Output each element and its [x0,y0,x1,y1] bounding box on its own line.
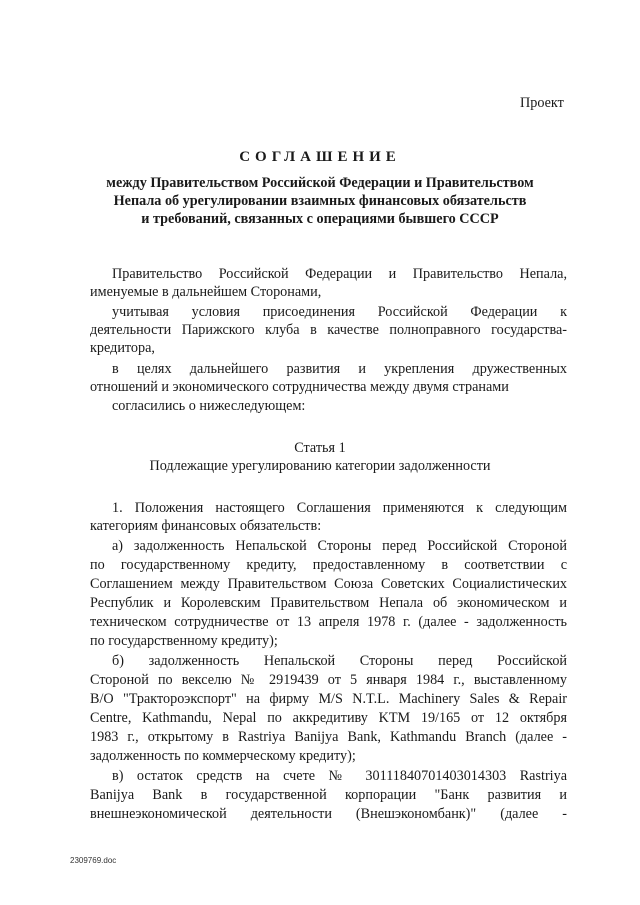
document-subtitle-line-1: между Правительством Российской Федерации и Правительством [106,175,534,191]
draft-status-label: Проект [520,95,564,111]
item-b-line-1: б) задолженность Непальской Стороны перед Российской [112,653,567,669]
item-a-line-5: техническом сотрудничестве от 13 апреля 1978 г. (далее - задолженность [90,614,567,630]
item-b-line-4: Centre, Kathmandu, Nepal по аккредитиву KTM 19/165 от 12 октября [90,710,567,726]
preamble-p1-line-1: Правительство Российской Федерации и Правительство Непала, [112,266,567,282]
article-heading: Подлежащие урегулированию категории задолженности [149,458,491,474]
item-a-line-4: Республик и Королевским Правительством Непала об экономическом и [90,595,567,611]
item-b-line-2: Стороной по векселю № 2919439 от 5 января 1984 г., выставленному [90,672,567,688]
document-title: СОГЛАШЕНИЕ [239,149,401,165]
preamble-p3-line-2: отношений и экономического сотрудничества между двумя странами [90,379,509,395]
preamble-p1-line-2: именуемые в дальнейшем Сторонами, [90,284,322,300]
item-b-line-6: задолженность по коммерческому кредиту); [90,748,356,764]
clause1-line-2: категориям финансовых обязательств: [90,518,322,534]
item-b-line-5: 1983 г., открытому в Rastriya Banijya Bank, Kathmandu Branch (далее - [90,729,567,745]
preamble-p2-line-3: кредитора, [90,340,155,356]
item-a-line-2: по государственному кредиту, предоставленному в соответствии с [90,557,567,573]
item-c-line-3: внешнеэкономической деятельности (Внешэкономбанк)" (далее - [90,806,567,822]
preamble-p3-line-1: в целях дальнейшего развития и укрепления дружественных [112,361,567,377]
item-a-line-3: Соглашением между Правительством Союза Советских Социалистических [90,576,567,592]
item-c-line-1: в) остаток средств на счете № 30111840701403014303 Rastriya [112,768,567,784]
article-number: Статья 1 [294,440,346,456]
item-b-line-3: В/О "Тракторoэкспорт" на фирму M/S N.T.L. Machinery Sales & Repair [90,691,567,707]
preamble-p2-line-2: деятельности Парижского клуба в качестве полноправного государства- [90,322,567,338]
item-c-line-2: Banijya Bank в государственной корпорации "Банк развития и [90,787,567,803]
item-a-line-1: а) задолженность Непальской Стороны перед Российской Стороной [112,538,567,554]
preamble-p4-line-1: согласились о нижеследующем: [112,398,306,414]
document-subtitle-line-2: Непала об урегулировании взаимных финансовых обязательств [113,193,527,209]
document-subtitle-line-3: и требований, связанных с операциями бывшего СССР [141,211,499,227]
preamble-p2-line-1: учитывая условия присоединения Российской Федерации к [112,304,567,320]
document-file-id: 2309769.doc [70,856,117,865]
item-a-line-6: по государственному кредиту); [90,633,278,649]
clause1-line-1: 1. Положения настоящего Соглашения применяются к следующим [112,500,567,516]
